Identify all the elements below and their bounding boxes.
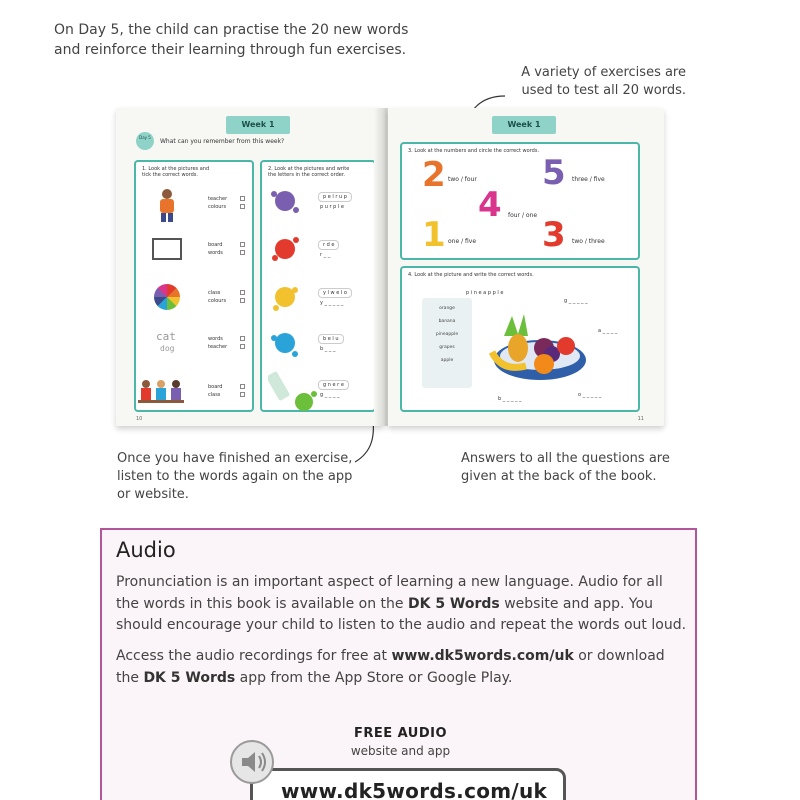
teacher-picture (154, 188, 180, 222)
checkbox[interactable] (240, 344, 245, 349)
word-list-item: pineapple (435, 332, 459, 337)
book-spread (116, 108, 664, 426)
option-word: board (208, 242, 223, 248)
scrambled-word: g n e r e (318, 380, 349, 390)
intro-line-2: and reinforce their learning through fun exercises. (54, 42, 407, 58)
brand-name: DK 5 Words (143, 669, 236, 686)
answer-line[interactable]: p u r p l e (320, 204, 344, 210)
text-run: Access the audio recordings for free at (116, 648, 392, 664)
checkbox[interactable] (240, 392, 245, 397)
red-splat-picture (270, 234, 300, 264)
answer-line[interactable]: b _ _ _ (320, 346, 336, 352)
checkbox[interactable] (240, 250, 245, 255)
callout-line: used to test all 20 words. (521, 83, 686, 98)
checkbox[interactable] (240, 196, 245, 201)
option-word: class (208, 290, 221, 296)
answer-label[interactable]: a _ _ _ _ (598, 328, 618, 334)
blue-splat-picture (270, 328, 300, 358)
intro-line-1: On Day 5, the child can practise the 20 new words (54, 22, 409, 38)
number-options[interactable]: four / one (508, 212, 538, 219)
number-options[interactable]: two / four (448, 176, 477, 183)
audio-paragraph-1 (116, 572, 688, 637)
answer-label[interactable]: g _ _ _ _ _ (564, 298, 588, 304)
checkbox[interactable] (240, 336, 245, 341)
callout-line: Once you have finished an exercise, (117, 451, 353, 466)
audio-paragraph-2 (116, 646, 688, 689)
option-word: class (208, 392, 221, 398)
free-audio-title: FREE AUDIO (353, 726, 448, 741)
answer-line[interactable]: g _ _ _ _ (320, 392, 340, 398)
exercise-1-box (134, 160, 254, 412)
fruit-bowl-picture (482, 296, 592, 386)
green-paint-tube-picture (268, 368, 318, 412)
scrambled-word: r d e (318, 240, 339, 250)
checkbox[interactable] (240, 384, 245, 389)
audio-info-box (100, 528, 697, 800)
exercise-2-title: 2. Look at the pictures and write the letters in the correct order. (268, 166, 350, 178)
number-options[interactable]: two / three (572, 238, 605, 245)
exercise-3-title: 3. Look at the numbers and circle the correct words. (408, 148, 540, 154)
number-2: 2 (422, 155, 446, 195)
number-1: 1 (422, 215, 446, 255)
left-page (116, 108, 384, 426)
callout-line: A variety of exercises are (521, 65, 686, 80)
word-list (422, 298, 472, 388)
answer-line[interactable]: y _ _ _ _ _ (320, 300, 344, 306)
scrambled-word: p e l r u p (318, 192, 352, 202)
word-list-item: orange (439, 306, 455, 311)
exercise-4-box (400, 266, 640, 412)
page-number: 10 (136, 416, 143, 422)
exercise-4-title: 4. Look at the picture and write the correct words. (408, 272, 534, 278)
option-word: words (208, 250, 223, 256)
number-3: 3 (542, 215, 566, 255)
purple-splat-picture (270, 186, 300, 216)
audio-title: Audio (116, 538, 176, 562)
number-options[interactable]: three / five (572, 176, 605, 183)
intro-text (54, 20, 434, 60)
callout-exercises (496, 64, 686, 100)
scrambled-word: y l w e l o (318, 288, 352, 298)
exercise-3-box (400, 142, 640, 260)
page-number: 11 (637, 416, 644, 422)
word-list-item: grapes (439, 345, 455, 350)
number-5: 5 (542, 153, 566, 193)
checkbox[interactable] (240, 242, 245, 247)
classroom-picture (136, 376, 186, 410)
callout-line: Answers to all the questions are (461, 451, 670, 466)
brand-name: DK 5 Words (407, 595, 500, 612)
text-run: Pronunciation is an important aspect of learning a new language. Audio for all the words in this book is available on the (116, 574, 663, 612)
checkbox[interactable] (240, 290, 245, 295)
free-audio-subtitle: website and app (350, 744, 451, 758)
text-run: app from the App Store or Google Play. (235, 669, 513, 686)
option-word: words (208, 336, 223, 342)
week-tab: Week 1 (226, 116, 290, 134)
week-tab: Week 1 (492, 116, 556, 134)
audio-url-button[interactable] (250, 768, 566, 800)
word-list-item: apple (440, 358, 454, 363)
word-list-item: banana (438, 319, 456, 324)
scrambled-word: b e l u (318, 334, 344, 344)
cat-word-picture: cat (156, 330, 176, 343)
day-badge: Day 5 (136, 132, 154, 150)
question-title: What can you remember from this week? (160, 138, 285, 145)
callout-line: listen to the words again on the app (117, 469, 353, 484)
callout-listen (117, 450, 367, 504)
answer-label[interactable]: b _ _ _ _ _ (498, 396, 522, 402)
audio-url-link[interactable]: www.dk5words.com/uk (391, 648, 574, 664)
option-word: board (208, 384, 223, 390)
text-run: or download the (116, 648, 665, 686)
checkbox[interactable] (240, 298, 245, 303)
dog-word-picture: dog (160, 344, 175, 353)
callout-line: given at the back of the book. (461, 469, 657, 484)
colour-wheel-picture (154, 284, 180, 310)
option-word: teacher (208, 344, 228, 350)
checkbox[interactable] (240, 204, 245, 209)
exercise-1-title: 1. Look at the pictures and tick the correct words. (142, 166, 210, 178)
answer-line[interactable]: r _ _ (320, 252, 331, 258)
answer-label[interactable]: o _ _ _ _ _ (578, 392, 602, 398)
speaker-icon (230, 740, 274, 784)
yellow-splat-picture (270, 282, 300, 312)
board-picture (152, 238, 182, 260)
exercise-2-box (260, 160, 376, 412)
callout-line: or website. (117, 487, 189, 502)
option-word: teacher (208, 196, 228, 202)
option-word: colours (208, 298, 227, 304)
text-run: website and app. You should encourage your child to listen to the audio and repeat the words out loud. (116, 595, 687, 633)
audio-url-button-label: www.dk5words.com/uk (281, 779, 548, 800)
option-word: colours (208, 204, 227, 210)
right-page (388, 108, 664, 426)
callout-answers (461, 450, 681, 486)
number-options[interactable]: one / five (448, 238, 477, 245)
answer-label[interactable]: p i n e a p p l e (466, 290, 504, 296)
number-4: 4 (478, 185, 502, 225)
